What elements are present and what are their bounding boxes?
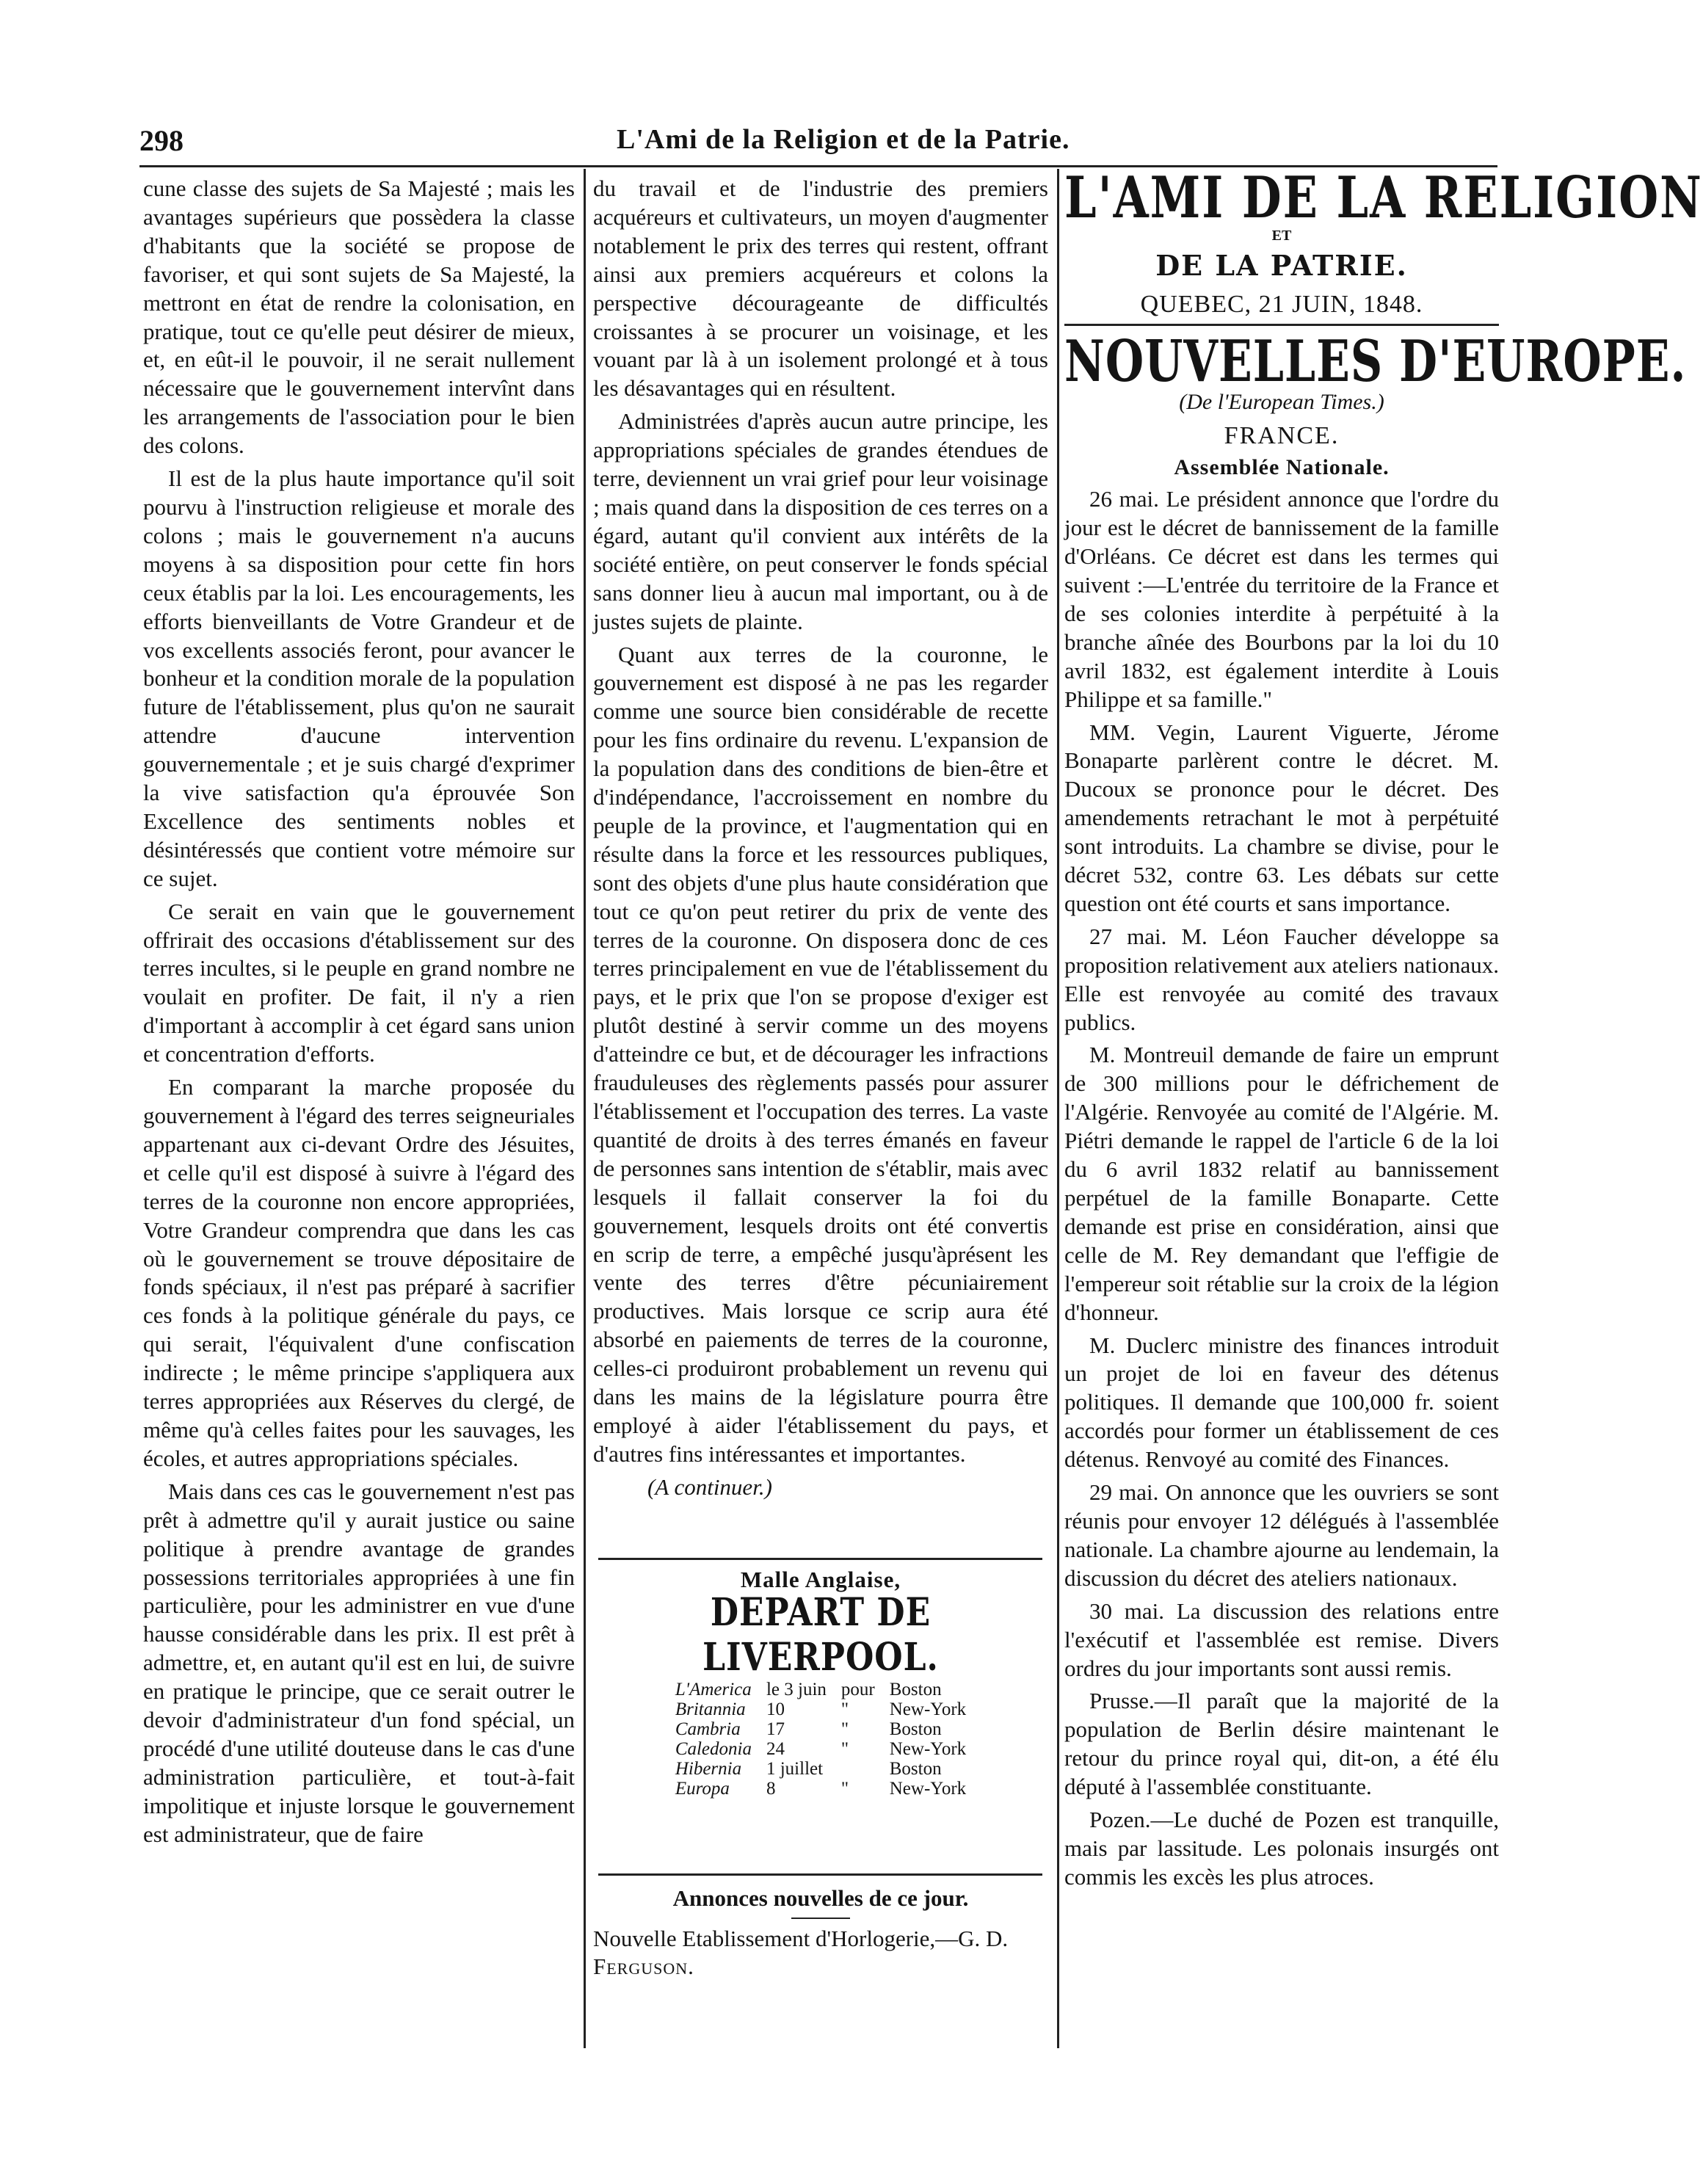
departure-title: DEPART DE LIVERPOOL. (702, 1589, 939, 1680)
short-divider (791, 1918, 850, 1919)
assembly-heading: Assemblée Nationale. (1174, 455, 1390, 480)
ship-pour: " (840, 1739, 849, 1759)
annonce-name: Ferguson. (593, 1953, 694, 1979)
table-row (668, 1680, 973, 1699)
mail-box-rule-top (598, 1558, 1042, 1560)
article-paragraph: Administrées d'après aucun autre principe, les appropriations spéciales de grandes étendues de terre, deviennent un vrai grief pour leur voisinage ; mais quand dans la disposition de ces terres on a égard, autant qu'il convient aux intérêts de la société entière, on peut conserver le fonds spécial sans donner lieu à aucun mal important, ou à de justes sujets de plainte. (593, 408, 1048, 634)
news-paragraph: 27 mai. M. Léon Faucher développe sa proposition relativement aux ateliers nationaux. Elle est renvoyée au comité des travaux publics. (1064, 923, 1499, 1035)
ship-destination: New-York (889, 1779, 967, 1799)
article-paragraph: Mais dans ces cas le gouvernement n'est pas prêt à admettre qu'il y aurait justice ou saine politique à prendre avantage de grandes possessions territoriales appropriées à une fin particulière, pour les administrer en vue d'une hausse considérable dans les prix. Il est prêt à admettre, et, en autant qu'il est en lui, de suivre en pratique le principe, que ce serait outrer le devoir d'administrateur d'un fond spécial, un procédé d'une utilité douteuse dans le cas d'une administration particulière, et tout-à-fait impolitique et injuste lorsque le gouvernement est administrateur, que de faire (143, 1478, 575, 1847)
source-line: (De l'European Times.) (1179, 389, 1384, 414)
mail-box (593, 1567, 1048, 1799)
news-paragraph: 30 mai. La discussion des relations entre l'exécutif et l'assemblée est remise. Divers ordres du jour importants sont aussi remis. (1064, 1597, 1499, 1681)
column-rule-1 (584, 169, 586, 2048)
ship-name: Caledonia (675, 1739, 752, 1759)
ship-name: Britannia (675, 1699, 746, 1719)
news-paragraph: M. Duclerc ministre des finances introduit un projet de loi en faveur des détenus politiques. Il demande que 100,000 fr. soient accordés pour former un établissement de ces détenus. Renvoyé au comité des Finances. (1064, 1332, 1499, 1473)
masthead-et: ET (1271, 227, 1292, 244)
annonces-box (593, 1885, 1048, 1981)
news-paragraph: 29 mai. On annonce que les ouvriers se sont réunis pour envoyer 12 délégués à l'assemblée nationale. La chambre ajourne au lendemain, la discussion du décret des ateliers nationaux. (1064, 1479, 1499, 1591)
ship-date: le 3 juin (766, 1680, 827, 1699)
ship-pour (834, 1759, 882, 1779)
ship-destination: New-York (889, 1739, 967, 1759)
ship-date: 24 (766, 1739, 785, 1759)
article-paragraph: cune classe des sujets de Sa Majesté ; mais les avantages supérieurs que possèdera la classe d'habitants que la société se propose de favoriser, et qui sont sujets de Sa Majesté, la mettront en état de rendre la colonisation, en pratique, tout ce qu'elle peut désirer de mieux, et, en eût-il le pouvoir, il ne serait nullement nécessaire que le gouvernement intervînt dans les arrangements de l'association pour le bien des colons. (143, 175, 575, 459)
ship-pour: pour (840, 1680, 875, 1699)
running-title: L'Ami de la Religion et de la Patrie. (617, 124, 1070, 155)
ship-destination: Boston (889, 1759, 942, 1779)
article-paragraph: En comparant la marche proposée du gouvernement à l'égard des terres seigneuriales appartenant aux ci-devant Ordre des Jésuites, et celle qu'il est disposé à suivre à l'égard des terres de la couronne non encore appropriées, Votre Grandeur comprendra que dans les cas où le gouvernement se trouve dépositaire de fonds spéciaux, il n'est pas préparé à sacrifier ces fonds à la politique générale du pays, ce qui serait, l'équivalent d'une confiscation indirecte ; le même principe s'appliquera aux terres appropriées aux Réserves du clergé, de même qu'à celles faites pour les sauvages, les écoles, et autres appropriations spéciales. (143, 1074, 575, 1471)
column-1 (143, 175, 575, 1854)
table-row (668, 1699, 973, 1719)
news-paragraph: Pozen.—Le duché de Pozen est tranquille, mais par lassitude. Les polonais insurgés ont commis les excès les plus atroces. (1064, 1807, 1499, 1890)
news-paragraph: 26 mai. Le président annonce que l'ordre du jour est le décret de bannissement de la famille d'Orléans. Ce décret est dans les termes qui suivent :—L'entrée du territoire de la France et de ses colonies interdite à perpétuité à la branche aînée des Bourbons par la loi du 10 avril 1832, est également interdite à Louis Philippe et sa famille." (1064, 486, 1499, 712)
page-number: 298 (139, 124, 184, 157)
article-paragraph: Quant aux terres de la couronne, le gouvernement est disposé à ne pas les regarder comme une source bien considérable de recette pour les fins ordinaire du revenu. L'expansion de la population dans des conditions de bien-être et d'indépendance, l'accroissement en nombre du peuple de la province, et l'augmentation qui en résulte dans la force et les ressources publiques, sont des objets d'une plus haute considération que tout ce qu'on peut retirer du prix de vente des terres de la couronne. On disposera donc de ces terres principalement en vue de l'établissement du pays, et le prix que l'on se propose d'exiger est plutôt destiné à servir comme un des moyens d'atteindre ce but, et de décourager les infractions frauduleuses des règlements passés pour assurer l'établissement et l'occupation des terres. La vaste quantité de droits à des terres émanés en faveur de personnes sans intention de s'établir, mais avec lesquels il fallait conserver la foi du gouvernement, lesquels droits ont été convertis en scrip de terre, a empêché jusqu'àprésent les vente des terres d'être pécuniairement productives. Mais lorsque ce scrip aura été absorbé en paiements de terres de la couronne, celles-ci produiront probablement un revenu qui dans les mains de la législature pourra être employé à aider l'établissement du pays, et d'autres fins intéressantes et importantes. (593, 641, 1048, 1467)
masthead-subtitle: DE LA PATRIE. (1155, 248, 1408, 282)
dateline: QUEBEC, 21 JUIN, 1848. (1064, 291, 1499, 326)
ship-destination: Boston (889, 1719, 942, 1739)
news-paragraph: M. Montreuil demande de faire un emprunt de 300 millions pour le défrichement de l'Algérie. Renvoyée au comité de l'Algérie. M. Piétri demande le rappel de l'article 6 de la loi du 6 avril 1832 relatif au bannissement perpétuel de la famille Bonaparte. Cette demande est prise en considération, ainsi que celle de M. Rey demandant que l'effigie de l'empereur soit rétablie sur la croix de la légion d'honneur. (1064, 1042, 1499, 1325)
news-paragraph: Prusse.—Il paraît que la majorité de la population de Berlin désire maintenant le retour du prince royal qui, dit-on, a été élu député à l'assemblée constituante. (1064, 1688, 1499, 1800)
table-row (668, 1759, 973, 1779)
ship-date: 10 (766, 1699, 785, 1719)
table-row (668, 1719, 973, 1739)
ship-destination: New-York (889, 1699, 967, 1719)
section-title: NOUVELLES D'EUROPE. (1064, 327, 1687, 395)
article-paragraph: Ce serait en vain que le gouvernement offrirait des occasions d'établissement sur des terres incultes, si le peuple en grand nombre ne voulait en profiter. De fait, il n'y a rien d'important à accomplir à cet égard sans union et concentration d'efforts. (143, 898, 575, 1067)
ship-name: Hibernia (675, 1759, 742, 1779)
column-2 (593, 175, 1048, 1506)
table-row (668, 1779, 973, 1799)
ship-date: 8 (766, 1779, 776, 1799)
ship-destination: Boston (889, 1680, 942, 1699)
ship-pour: " (840, 1699, 849, 1719)
ship-name: L'America (675, 1680, 752, 1699)
ship-name: Cambria (675, 1719, 741, 1739)
country-heading: FRANCE. (1224, 422, 1340, 450)
to-be-continued: (A continuer.) (647, 1473, 772, 1500)
page-header (139, 123, 1490, 160)
annonce-entry (593, 1925, 1048, 1981)
annonce-text: Nouvelle Etablissement d'Horlogerie,—G. D. (593, 1926, 1009, 1951)
article-paragraph: Il est de la plus haute importance qu'il soit pourvu à l'instruction religieuse et morale des colons ; mais le gouvernement n'a aucuns moyens à sa disposition pour cette fin hors ceux établis par la loi. Les encouragements, les efforts bienveillants de Votre Grandeur et de vos excellents associés feront, pour avancer le bonheur et la condition morale de la population future de l'établissement, plus qu'on ne saurait attendre d'aucune intervention gouvernementale ; et je suis chargé d'exprimer la vive satisfaction qu'a éprouvée Son Excellence des sentiments nobles et désintéressés que contient votre mémoire sur ce sujet. (143, 465, 575, 891)
mail-title: Malle Anglaise, (740, 1567, 901, 1592)
masthead-title: L'AMI DE LA RELIGION (1064, 164, 1703, 231)
ship-name: Europa (675, 1779, 730, 1799)
ship-date: 1 juillet (766, 1759, 824, 1779)
column-3 (1064, 164, 1703, 1896)
article-paragraph: du travail et de l'industrie des premiers acquéreurs et cultivateurs, un moyen d'augmenter notablement le prix des terres qui restent, offrant ainsi aux premiers acquéreurs et colons la perspective décourageante de difficultés croissantes à se procurer un voisinage, et les vouant par là à un isolement prolongé et à tous les désavantages qui en résultent. (593, 175, 1048, 402)
ship-date: 17 (766, 1719, 785, 1739)
news-paragraph: MM. Vegin, Laurent Viguerte, Jérome Bonaparte parlèrent contre le décret. M. Ducoux se prononce pour le décret. Des amendements retrachant le mot à perpétuité sont introduits. La chambre se divise, pour le décret 532, contre 63. Les débats sur cette question ont été courts et sans importance. (1064, 719, 1499, 916)
masthead (1064, 164, 1703, 482)
ship-pour: " (840, 1779, 849, 1799)
annonces-rule-top (598, 1873, 1042, 1876)
departure-table (668, 1680, 973, 1799)
annonces-title: Annonces nouvelles de ce jour. (672, 1885, 969, 1911)
column-rule-2 (1057, 169, 1059, 2048)
ship-pour: " (840, 1719, 849, 1739)
table-row (668, 1739, 973, 1759)
